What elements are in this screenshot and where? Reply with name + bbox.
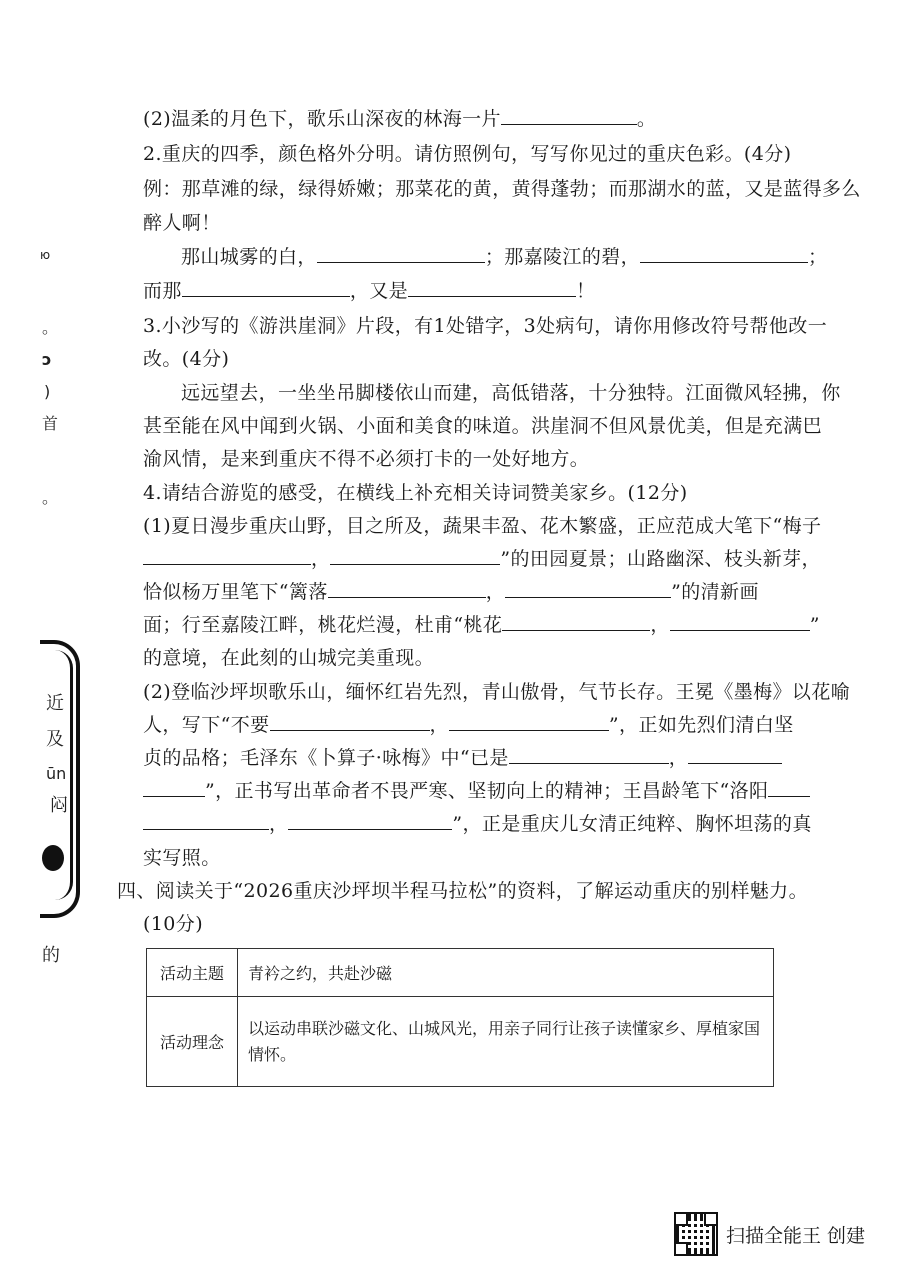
margin-mark: ɔ bbox=[42, 350, 52, 369]
question-line bbox=[181, 244, 827, 270]
line-text: 贞的品格；毛泽东《卜算子·咏梅》中“已是 bbox=[143, 747, 509, 769]
line-text: ”，正书写出革命者不畏严寒、坚韧向上的精神；王昌龄笔下“洛阳 bbox=[205, 780, 769, 802]
question-line bbox=[143, 106, 656, 132]
line-text: 那山城雾的白， bbox=[181, 246, 317, 268]
margin-mark: 闷 bbox=[50, 795, 68, 816]
passage-line: 远远望去，一坐坐吊脚楼依山而建，高低错落，十分独特。江面微风轻拂，你 bbox=[181, 382, 841, 404]
table-cell-text: 情怀。 bbox=[248, 1044, 297, 1064]
table-cell bbox=[238, 997, 774, 1087]
line-text: ， bbox=[269, 813, 289, 835]
answer-blank[interactable] bbox=[670, 612, 810, 631]
answer-blank[interactable] bbox=[143, 811, 269, 830]
line-text: ， bbox=[429, 714, 449, 736]
answer-blank[interactable] bbox=[288, 811, 452, 830]
question-line: 例：那草滩的绿，绿得娇嫩；那菜花的黄，黄得蓬勃；而那湖水的蓝，又是蓝得多么 bbox=[143, 178, 861, 200]
question-line bbox=[143, 579, 759, 605]
line-text: ” bbox=[809, 614, 820, 636]
margin-mark: 。 bbox=[42, 488, 59, 507]
line-text: ”的田园夏景；山路幽深、枝头新芽， bbox=[500, 548, 821, 570]
answer-blank[interactable] bbox=[143, 546, 311, 565]
question-line bbox=[143, 612, 820, 638]
passage-line: 渝风情，是来到重庆不得不必须打卡的一处好地方。 bbox=[143, 448, 590, 470]
margin-mark: 首 bbox=[42, 414, 59, 433]
activity-table bbox=[146, 948, 774, 1087]
answer-blank[interactable] bbox=[640, 244, 808, 263]
margin-mark: ūn bbox=[46, 764, 67, 783]
question-line: 3.小沙写的《游洪崖洞》片段，有1处错字，3处病句，请你用修改符号帮他改一 bbox=[143, 315, 828, 337]
answer-blank[interactable] bbox=[509, 745, 669, 764]
line-text: ， bbox=[650, 614, 670, 636]
question-line: 改。(4分) bbox=[143, 348, 230, 370]
question-line bbox=[143, 811, 812, 837]
table-header-cell: 活动主题 bbox=[147, 949, 238, 997]
line-text: ！ bbox=[576, 280, 596, 302]
line-text: ，又是 bbox=[349, 280, 409, 302]
line-text: (2)温柔的月色下，歌乐山深夜的林海一片 bbox=[143, 108, 501, 130]
question-line bbox=[143, 712, 794, 738]
line-text: 面；行至嘉陵江畔，桃花烂漫，杜甫“桃花 bbox=[143, 614, 503, 636]
answer-blank[interactable] bbox=[317, 244, 485, 263]
margin-mark: 的 bbox=[42, 945, 60, 966]
line-text: ， bbox=[485, 581, 506, 603]
line-text: 人，写下“不要 bbox=[143, 714, 270, 736]
line-text: ；那嘉陵江的碧， bbox=[484, 246, 641, 268]
line-text: ”，正如先烈们清白坚 bbox=[608, 714, 794, 736]
question-line bbox=[143, 546, 821, 572]
question-line bbox=[143, 778, 810, 804]
qr-code-icon bbox=[674, 1212, 718, 1256]
question-line: 实写照。 bbox=[143, 847, 221, 869]
question-line: 的意境，在此刻的山城完美重现。 bbox=[143, 647, 435, 669]
answer-blank[interactable] bbox=[768, 778, 810, 797]
answer-blank[interactable] bbox=[330, 546, 500, 565]
answer-blank[interactable] bbox=[502, 612, 650, 631]
question-line: 醉人啊！ bbox=[143, 212, 221, 234]
line-text: 而那 bbox=[143, 280, 182, 302]
table-row bbox=[147, 949, 774, 997]
question-line bbox=[143, 745, 782, 771]
line-text: ； bbox=[808, 246, 828, 268]
answer-blank[interactable] bbox=[270, 712, 430, 731]
table-cell-text: 以运动串联沙磁文化、山城风光，用亲子同行让孩子读懂家乡、厚植家国 bbox=[248, 1018, 761, 1038]
answer-blank[interactable] bbox=[143, 778, 205, 797]
answer-blank[interactable] bbox=[688, 745, 782, 764]
line-text: 。 bbox=[636, 108, 657, 130]
section-heading: 四、阅读关于“2026重庆沙坪坝半程马拉松”的资料，了解运动重庆的别样魅力。 bbox=[117, 880, 808, 902]
table-cell: 青衿之约，共赴沙磁 bbox=[238, 949, 774, 997]
answer-blank[interactable] bbox=[505, 579, 671, 598]
passage-line: 甚至能在风中闻到火锅、小面和美食的味道。洪崖洞不但风景优美，但是充满巴 bbox=[143, 415, 823, 437]
margin-mark: 。 bbox=[42, 318, 59, 337]
question-line: (1)夏日漫步重庆山野，目之所及，蔬果丰盈、花木繁盛，正应范成大笔下“梅子 bbox=[143, 515, 822, 537]
margin-mark: ю bbox=[40, 248, 51, 262]
question-line: (2)登临沙坪坝歌乐山，缅怀红岩先烈，青山傲骨，气节长存。王冕《墨梅》以花喻 bbox=[143, 681, 851, 703]
question-line: 2.重庆的四季，颜色格外分明。请仿照例句，写写你见过的重庆色彩。(4分) bbox=[143, 143, 792, 165]
answer-blank[interactable] bbox=[449, 712, 609, 731]
watermark-text: 扫描全能王 创建 bbox=[726, 1224, 866, 1247]
scanner-watermark bbox=[674, 1212, 865, 1256]
margin-mark: ) bbox=[44, 382, 51, 401]
table-header-cell: 活动理念 bbox=[147, 997, 238, 1087]
line-text: 恰似杨万里笔下“篱落 bbox=[143, 581, 328, 603]
answer-blank[interactable] bbox=[182, 278, 350, 297]
answer-blank[interactable] bbox=[408, 278, 576, 297]
question-line bbox=[143, 278, 595, 304]
question-line: 4.请结合游览的感受，在横线上补充相关诗词赞美家乡。(12分) bbox=[143, 482, 688, 504]
line-text: ， bbox=[668, 747, 689, 769]
table-row bbox=[147, 997, 774, 1087]
line-text: ”，正是重庆儿女清正纯粹、胸怀坦荡的真 bbox=[452, 813, 812, 835]
margin-mark: 近 bbox=[46, 693, 64, 714]
answer-blank[interactable] bbox=[328, 579, 486, 598]
line-text: ， bbox=[311, 548, 331, 570]
line-text: ”的清新画 bbox=[671, 581, 759, 603]
answer-blank[interactable] bbox=[501, 106, 637, 125]
margin-mark: 及 bbox=[46, 729, 64, 750]
margin-dot bbox=[42, 845, 64, 871]
question-line: (10分) bbox=[143, 913, 204, 935]
